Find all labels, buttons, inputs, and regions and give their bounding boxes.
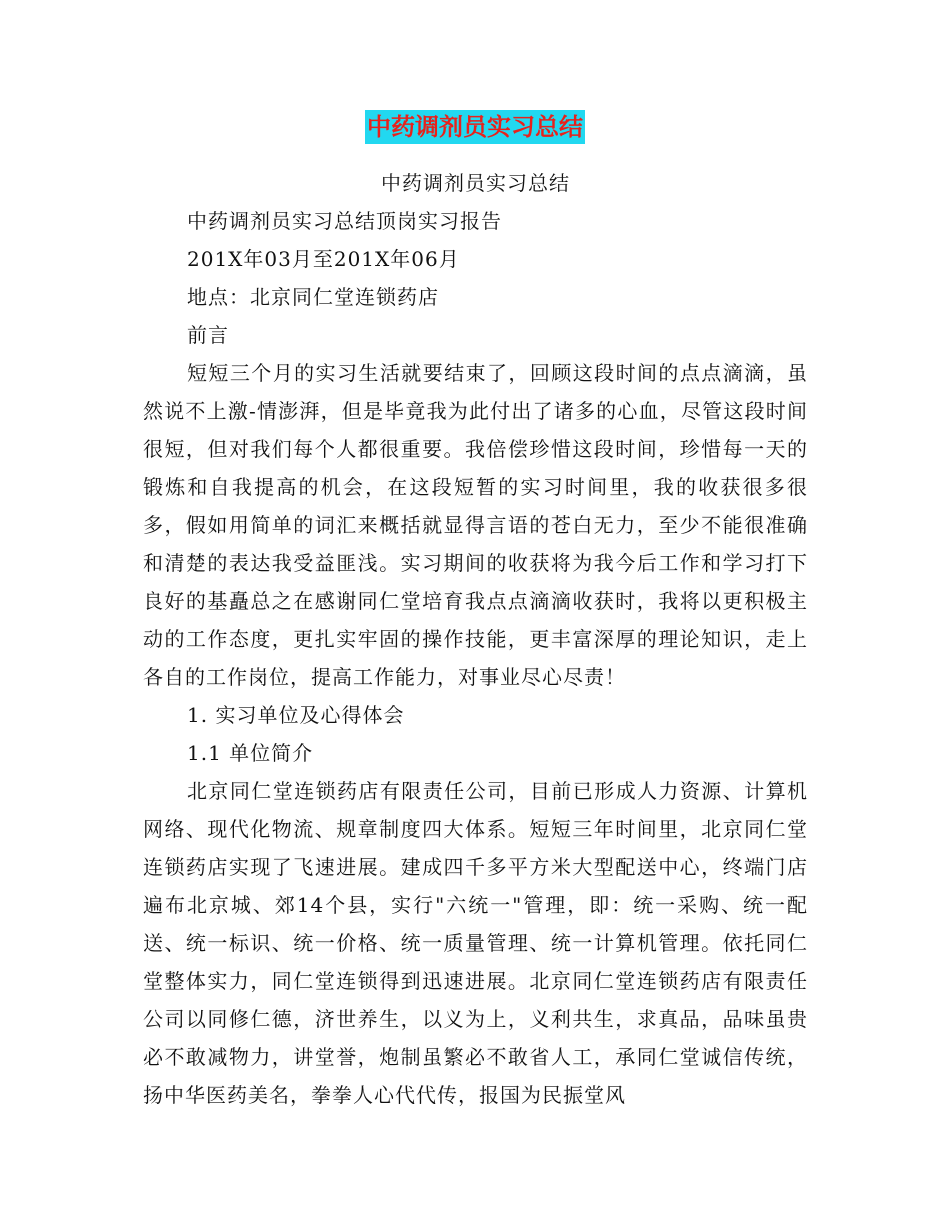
report-period: 201X年03月至201X年06月	[187, 247, 460, 271]
document-title: 中药调剂员实习总结	[365, 110, 585, 144]
section-1-heading: 1. 实习单位及心得体会	[187, 703, 405, 727]
preface-paragraph: 短短三个月的实习生活就要结束了，回顾这段时间的点点滴滴，虽然说不上激-情澎湃，但是毕竟我为此付出了诸多的心血，尽管这段时间很短，但对我们每个人都很重要。我倍偿珍惜这段时间，珍惜每一天的锻炼和自我提高的机会，在这段短暂的实习时间里，我的收获很多很多，假如用简单的词汇来概括就显得言语的苍白无力，至少不能很准确和清楚的表达我受益匪浅。实习期间的收获将为我今后工作和学习打下良好的基矗总之在感谢同仁堂培育我点点滴滴收获时，我将以更积极主动的工作态度，更扎实牢固的操作技能，更丰富深厚的理论知识，走上各自的工作岗位，提高工作能力，对事业尽心尽责！	[143, 361, 808, 689]
section-1-1-paragraph: 北京同仁堂连锁药店有限责任公司，目前已形成人力资源、计算机网络、现代化物流、规章制度四大体系。短短三年时间里，北京同仁堂连锁药店实现了飞速进展。建成四千多平方米大型配送中心，终端门店遍布北京城、郊14个县，实行"六统一"管理，即：统一采购、统一配送、统一标识、统一价格、统一质量管理、统一计算机管理。依托同仁堂整体实力，同仁堂连锁得到迅速进展。北京同仁堂连锁药店有限责任公司以同修仁德，济世养生，以义为上，义利共生，求真品，品味虽贵必不敢减物力，讲堂誉，炮制虽繁必不敢省人工，承同仁堂诚信传统，扬中华医药美名，拳拳人心代代传，报国为民振堂风	[143, 779, 808, 1107]
report-location: 地点：北京同仁堂连锁药店	[187, 285, 439, 309]
title-container	[0, 110, 950, 144]
document-body	[143, 164, 808, 1114]
report-heading: 中药调剂员实习总结顶岗实习报告	[187, 209, 502, 233]
subtitle: 中药调剂员实习总结	[381, 171, 570, 195]
preface-heading: 前言	[187, 323, 229, 347]
section-1-1-heading: 1.1 单位简介	[187, 741, 314, 765]
